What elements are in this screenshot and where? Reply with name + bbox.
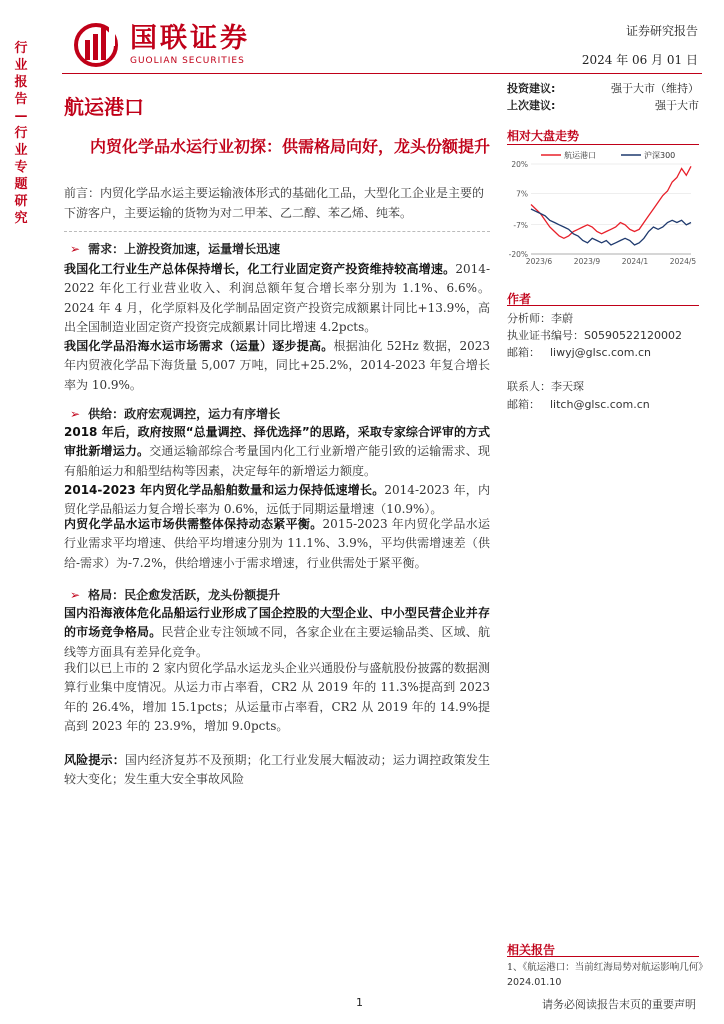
series-line-shipping-ports (531, 166, 691, 238)
paragraph-text: 2015-2023 年内贸化学品水运行业需求平均增速、供给平均增速分别为 11.1%、3.9%，平均供需增速差（供给-需求）为-7.2%，供给增速小于需求增速，行业供需处于紧平衡。 (64, 517, 490, 570)
arrow-bullet-icon: ➢ (70, 588, 81, 602)
related-report-item[interactable] (507, 960, 708, 990)
cert-number: S0590522120002 (584, 329, 682, 342)
side-category-label: 行业报告—行业专题研究 (14, 41, 28, 226)
related-report-title[interactable]: 1、《航运港口：当前红海局势对航运影响几何》 (507, 962, 708, 973)
contact-email-line (507, 396, 650, 412)
paragraph (64, 659, 490, 736)
related-reports-rule (507, 956, 699, 957)
email-label: 邮箱： (507, 346, 540, 359)
brand-name: 国联证券 (130, 23, 250, 54)
arrow-bullet-icon: ➢ (70, 242, 81, 256)
rating-value: 强于大市 (655, 99, 699, 112)
paragraph-text: 民营企业专注领域不同，各家企业在主要运输品类、区域、航线等方面具有差异化竞争。 (64, 625, 490, 659)
report-type: 证券研究报告 (625, 24, 698, 38)
paragraph-lead: 国内沿海液体危化品船运行业形成了国企控股的大型企业、中小型民营企业并存的市场竞争格局。 (64, 606, 490, 640)
author-title: 作者 (507, 292, 532, 306)
arrow-bullet-icon: ➢ (70, 407, 81, 421)
contact-email-link[interactable]: litch@glsc.com.cn (550, 398, 650, 411)
disclaimer-note: 请务必阅读报告末页的重要声明 (542, 998, 696, 1011)
paragraph-text: 交通运输部综合考量国内化工行业新增产能引致的运输需求、现有船舶运力和船型结构等因素，决定每年的新增运力额度。 (64, 444, 490, 478)
x-tick-label: 2024/5 (669, 257, 697, 266)
series-line-csi300 (531, 209, 691, 245)
report-date: 2024 年 06 月 01 日 (581, 53, 698, 67)
paragraph (64, 260, 490, 337)
cert-line (507, 327, 682, 343)
paragraph-text: 根据油化 52Hz 数据，2023 年内贸液化学品下海货量 5,007 万吨，同比+25.2%，2014-2023 年复合增长率为 10.9%。 (64, 339, 490, 392)
y-tick-label: -20% (508, 250, 528, 259)
brand-english-name: GUOLIAN SECURITIES (130, 56, 245, 66)
author-rule (507, 305, 699, 306)
risk-paragraph (64, 751, 490, 790)
section-heading-text: 格局：民企愈发活跃，龙头份额提升 (88, 588, 281, 602)
section-heading-text: 供给：政府宏观调控，运力有序增长 (88, 407, 281, 421)
section-heading-supply (70, 405, 280, 422)
contact-label: 联系人： (507, 380, 551, 393)
paragraph (64, 423, 490, 481)
rating-key: 投资建议: (507, 82, 556, 95)
market-trend-title: 相对大盘走势 (507, 129, 580, 143)
contact-name: 李天琛 (551, 380, 584, 393)
header-rule (62, 73, 702, 74)
section-heading-landscape (70, 586, 280, 603)
x-tick-label: 2023/6 (525, 257, 553, 266)
industry-heading: 航运港口 (64, 95, 144, 119)
analyst-email-line (507, 344, 651, 360)
report-title: 内贸化学品水运行业初探：供需格局向好，龙头份额提升 (89, 137, 490, 156)
rating-row (507, 97, 699, 113)
email-label: 邮箱： (507, 398, 540, 411)
intro-paragraph: 前言：内贸化学品水运主要运输液体形式的基础化工品，大型化工企业是主要的下游客户，主要运输的货物为对二甲苯、乙二醇、苯乙烯、纯苯。 (64, 186, 485, 220)
contact-line (507, 378, 584, 394)
risk-text: 国内经济复苏不及预期；化工行业发展大幅波动；运力调控政策发生较大变化；发生重大安全事故风险 (64, 753, 490, 787)
legend-label: 航运港口 (564, 151, 596, 160)
section-divider (64, 231, 490, 232)
analyst-label: 分析师： (507, 312, 551, 325)
y-tick-label: 20% (511, 160, 528, 169)
analyst-line (507, 310, 573, 326)
paragraph (64, 515, 490, 573)
rating-row (507, 80, 699, 96)
paragraph (64, 481, 490, 520)
logo-mark-icon (72, 22, 122, 68)
brand-logo (72, 22, 250, 68)
rating-value: 强于大市（维持） (611, 82, 699, 95)
paragraph-text: 2014-2023 年，内贸化学品船运力复合增长率为 0.6%，远低于同期运量增速（10.9%）。 (64, 483, 490, 517)
risk-label: 风险提示： (64, 753, 125, 767)
section-heading-demand (70, 240, 280, 257)
legend-label: 沪深300 (644, 151, 676, 160)
analyst-email-link[interactable]: liwyj@glsc.com.cn (550, 346, 651, 359)
cert-label: 执业证书编号： (507, 329, 584, 342)
y-tick-label: -7% (513, 220, 528, 230)
page-number: 1 (356, 996, 363, 1009)
paragraph (64, 337, 490, 395)
rating-key: 上次建议: (507, 99, 556, 112)
paragraph-lead: 2014-2023 年内贸化学品船舶数量和运力保持低速增长。 (64, 483, 385, 497)
related-reports-title: 相关报告 (507, 943, 556, 957)
paragraph (64, 604, 490, 662)
market-trend-rule (507, 144, 699, 145)
paragraph-lead: 2018 年后，政府按照“总量调控、择优选择”的思路，采取专家综合评审的方式审批新增运力。 (64, 425, 490, 459)
related-report-date: 2024.01.10 (507, 977, 562, 988)
relative-performance-chart (505, 146, 701, 272)
paragraph-lead: 我国化工行业生产总体保持增长，化工行业固定资产投资维持较高增速。 (64, 262, 456, 276)
x-tick-label: 2023/9 (573, 257, 601, 266)
y-tick-label: 7% (516, 189, 528, 199)
paragraph-text: 2014-2022 年化工行业营业收入、利润总额年复合增长率分别为 1.1%、6.6%。2024 年 4 月，化学原料及化学制品固定资产投资完成额累计同比+13.9%，高出全国制造业固定资产投资完成额累计同比增速 4.2pcts。 (64, 262, 490, 334)
paragraph-text: 我们以已上市的 2 家内贸化学品水运龙头企业兴通股份与盛航股份披露的数据测算行业集中度情况。从运力市占率看，CR2 从 2019 年的 11.3%提高到 2023 年的 26.4%，增加 15.1pcts；从运量市占率看，CR2 从 2019 年的 14.9%提高到 2023 年的 23.9%，增加 9.0pcts。 (64, 661, 490, 733)
analyst-name: 李蔚 (551, 312, 573, 325)
section-heading-text: 需求：上游投资加速，运量增长迅速 (88, 242, 281, 256)
paragraph-lead: 我国化学品沿海水运市场需求（运量）逐步提高。 (64, 339, 334, 353)
x-tick-label: 2024/1 (621, 257, 649, 266)
paragraph-lead: 内贸化学品水运市场供需整体保持动态紧平衡。 (64, 517, 323, 531)
